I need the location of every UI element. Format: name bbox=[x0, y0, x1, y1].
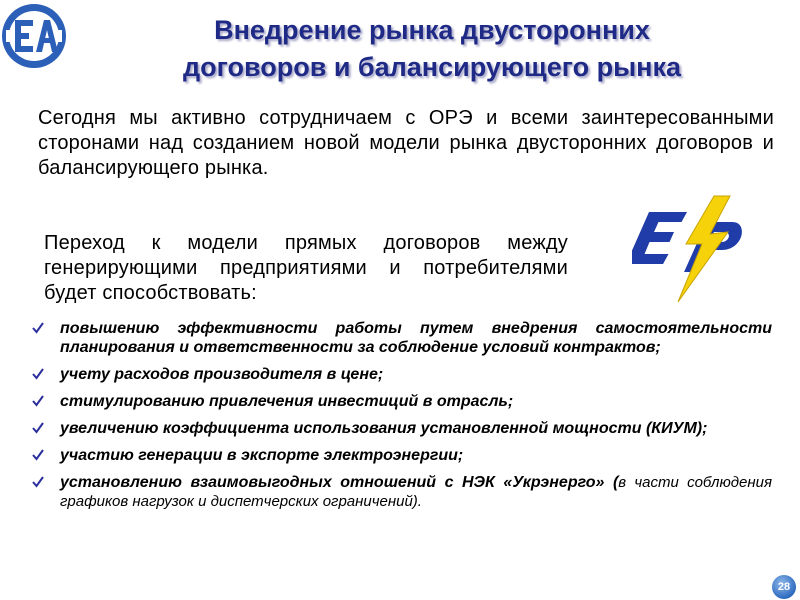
checkmark-icon bbox=[32, 422, 44, 434]
bullet-note: в части соблюдения графиков нагрузок и диспетчерских ограничений). bbox=[60, 474, 772, 510]
list-item bbox=[28, 319, 772, 357]
intro-paragraph: Сегодня мы активно сотрудничаем с ОРЭ и всеми заинтересованными сторонами над созданием новой модели рынка двусторонних договоров и балансирующего рынка. bbox=[38, 107, 774, 179]
ea-logo-icon bbox=[0, 0, 74, 74]
bullet-text: повышению эффективности работы путем внедрения самостоятельности планирования и ответственности за соблюдение условий контрактов; bbox=[60, 320, 772, 356]
list-item bbox=[28, 446, 772, 465]
transition-paragraph: Переход к модели прямых договоров между генерирующими предприятиями и потребителями будет способствовать: bbox=[44, 232, 568, 304]
bullet-text: учету расходов производителя в цене; bbox=[60, 366, 384, 383]
checkmark-icon bbox=[32, 476, 44, 488]
ep-lightning-logo-icon bbox=[632, 192, 762, 308]
checkmark-icon bbox=[32, 449, 44, 461]
list-item bbox=[28, 473, 772, 511]
list-item bbox=[28, 365, 772, 384]
checkmark-icon bbox=[32, 322, 44, 334]
list-item bbox=[28, 419, 772, 438]
benefits-list bbox=[28, 319, 772, 519]
title-line-2: договоров и балансирующего рынка bbox=[183, 52, 681, 82]
bullet-text: установлению взаимовыгодных отношений с НЭК «Укрэнерго» ( bbox=[60, 474, 619, 491]
page-number-badge: 28 bbox=[772, 575, 796, 599]
title-line-1: Внедрение рынка двусторонних bbox=[214, 15, 650, 45]
checkmark-icon bbox=[32, 395, 44, 407]
list-item bbox=[28, 392, 772, 411]
slide-title bbox=[92, 12, 772, 86]
bullet-text: увеличению коэффициента использования установленной мощности (КИУМ); bbox=[60, 420, 708, 437]
bullet-text: стимулированию привлечения инвестиций в отрасль; bbox=[60, 393, 514, 410]
bullet-text: участию генерации в экспорте электроэнергии; bbox=[60, 447, 464, 464]
checkmark-icon bbox=[32, 368, 44, 380]
